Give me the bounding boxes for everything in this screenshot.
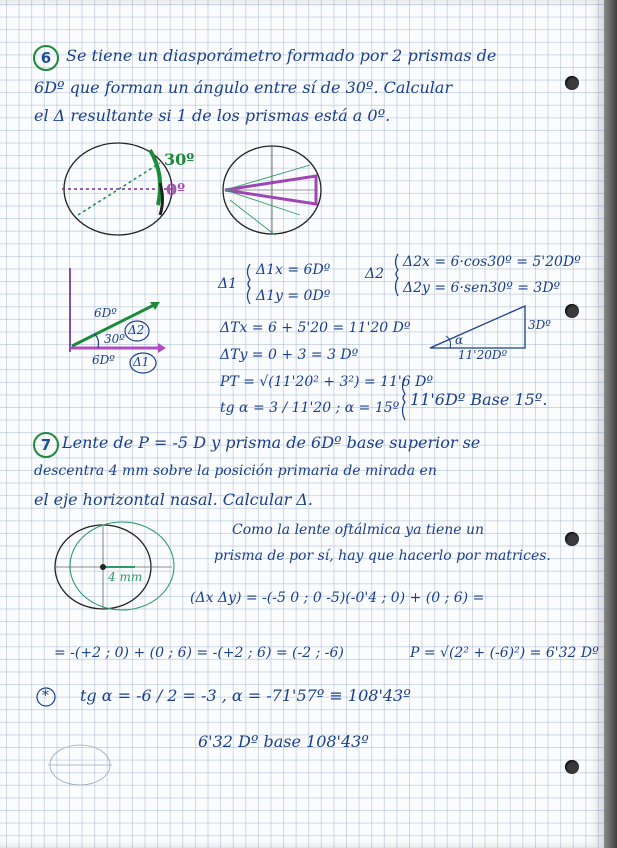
problem-7-final: 6'32 Dº base 108'43º <box>198 732 369 751</box>
problem-6-line-3: el Δ resultante si 1 de los prismas está a 0º. <box>34 106 391 125</box>
triangle-base-label: 11'20Dº <box>458 348 508 362</box>
brace-delta2 <box>396 254 399 296</box>
tangent-alpha-7: tg α = -6 / 2 = -3 , α = -71'57º ≡ 108'43º <box>80 686 411 705</box>
prism-result-7: P = √(2² + (-6)²) = 6'32 Dº <box>410 645 599 661</box>
result-triangle <box>430 306 525 348</box>
delta2-tag: Δ2 <box>128 323 145 337</box>
delta-total-x: ΔTx = 6 + 5'20 = 11'20 Dº <box>220 320 411 336</box>
delta1-tag: Δ1 <box>133 355 150 369</box>
label-0-degrees: 0º <box>166 180 186 199</box>
triangle-side-label: 3Dº <box>528 318 551 332</box>
problem-7-line-1: Lente de P = -5 D y prisma de 6Dº base superior se <box>62 433 481 452</box>
problem-7-note-2: prisma de por sí, hay que hacerlo por matrices. <box>214 548 551 564</box>
triangle-angle-arc <box>446 336 451 348</box>
label-30-degrees: 30º <box>164 150 195 169</box>
problem-7-line-3: el eje horizontal nasal. Calcular Δ. <box>34 490 313 509</box>
problem-6-line-2: 6Dº que forman un ángulo entre sí de 30º. Calcular <box>34 78 453 97</box>
delta1-x: Δ1x = 6Dº <box>256 262 331 278</box>
matrix-step-2: = -(+2 ; 0) + (0 ; 6) = -(+2 ; 6) = (-2 ; -6) <box>54 645 344 661</box>
delta2-x: Δ2x = 6·cos30º = 5'20Dº <box>403 254 581 270</box>
delta2-name: Δ2 <box>365 266 385 282</box>
tangent-alpha-6: tg α = 3 / 11'20 ; α = 15º <box>220 400 400 416</box>
problem-7-number: 7 <box>33 432 59 458</box>
vector-label-6d-top: 6Dº <box>94 306 117 320</box>
problem-7-note-1: Como la lente oftálmica ya tiene un <box>232 522 485 538</box>
problem-6-line-1: Se tiene un diasporámetro formado por 2 prismas de <box>66 46 497 65</box>
optical-center <box>100 564 106 570</box>
delta2-y: Δ2y = 6·sen30º = 3Dº <box>403 280 561 296</box>
delta1-name: Δ1 <box>218 276 238 292</box>
asterisk-mark: * <box>42 688 49 704</box>
problem-7-line-2: descentra 4 mm sobre la posición primaria de mirada en <box>34 463 437 479</box>
decentration-label: 4 mm <box>108 570 143 584</box>
problem-6-number: 6 <box>33 45 59 71</box>
triangle-angle-label: α <box>455 333 464 347</box>
delta-total-y: ΔTy = 0 + 3 = 3 Dº <box>220 347 359 363</box>
matrix-equation: (Δx Δy) = -(-5 0 ; 0 -5)(-0'4 ; 0) + (0 ; 6) = <box>190 590 485 606</box>
brace-delta1 <box>248 264 251 304</box>
vector-label-6d-bottom: 6Dº <box>92 353 115 367</box>
vector-delta1-arrow <box>158 343 166 353</box>
prism-total: PT = √(11'20² + 3²) = 11'6 Dº <box>220 374 433 390</box>
vector-label-30: 30º <box>104 332 125 346</box>
delta1-y: Δ1y = 0Dº <box>256 288 331 304</box>
problem-6-result: 11'6Dº Base 15º. <box>410 390 548 409</box>
